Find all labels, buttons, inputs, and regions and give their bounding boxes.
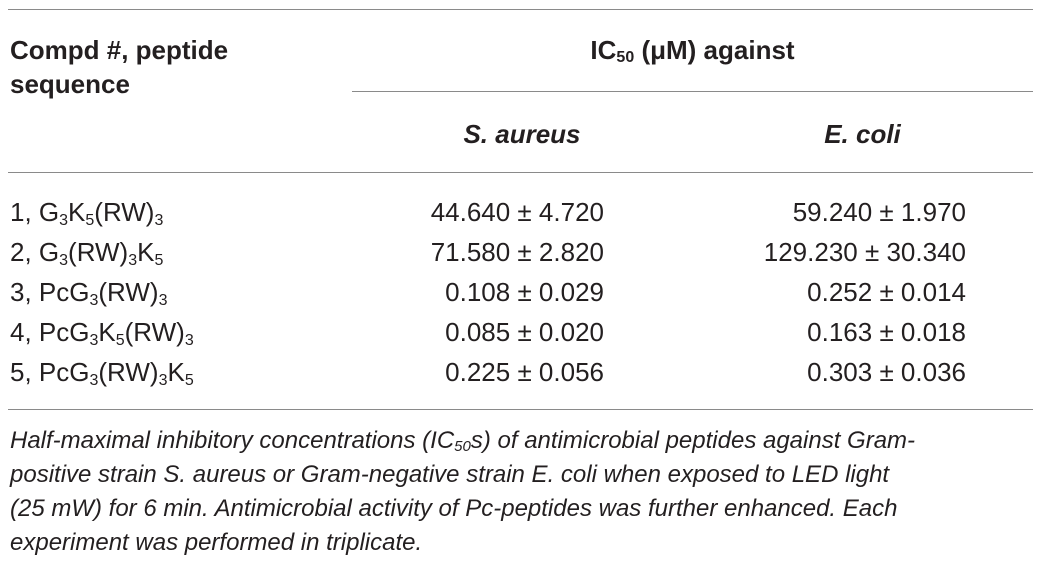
e-coli-value: 59.240 ± 1.970 [792,197,966,227]
caption-line4: experiment was performed in triplicate. [10,529,423,556]
s-aureus-value: 0.108 ± 0.029 [445,277,604,307]
compound-name [10,312,194,352]
column-group-header-ic50 [352,33,1033,67]
compound-name-subscript: 3 [128,252,138,269]
column-header-e-coli: E. coli [824,119,901,149]
compound-name-subscript: 3 [154,212,164,229]
compound-name-subscript: 3 [89,372,99,389]
table-row [0,312,1041,352]
column-group-rule [352,91,1033,92]
compound-name [10,192,163,232]
compound-name-text: 1, G [10,197,60,227]
column-header-compound [10,33,340,101]
compound-name-text: (RW) [124,317,185,347]
compound-name-subscript: 5 [115,332,125,349]
table-row [0,272,1041,312]
ic50-prefix: IC [590,35,617,65]
compound-name [10,352,194,392]
compound-name-text: 4, PcG [10,317,90,347]
compound-name-text: 2, G [10,237,60,267]
compound-name-text: (RW) [98,357,159,387]
caption-line1-post: s) of antimicrobial peptides against Gram- [470,427,916,454]
s-aureus-value: 71.580 ± 2.820 [430,237,604,267]
compound-name-text: (RW) [98,277,159,307]
caption-line2: positive strain S. aureus or Gram-negative strain E. coli when exposed to LED light [10,461,890,488]
table-row [0,232,1041,272]
compound-name-subscript: 3 [89,292,99,309]
compound-name [10,232,163,272]
e-coli-value: 0.303 ± 0.036 [807,357,966,387]
table-bottom-rule [8,409,1033,410]
compound-name [10,272,167,312]
compound-name-text: 3, PcG [10,277,90,307]
compound-name-subscript: 3 [59,212,69,229]
table-row [0,192,1041,232]
s-aureus-value: 44.640 ± 4.720 [430,197,604,227]
compound-name-text: K [98,317,116,347]
compound-name-subscript: 3 [89,332,99,349]
s-aureus-value: 0.225 ± 0.056 [445,357,604,387]
ic50-subscript: 50 [616,49,635,66]
compound-name-subscript: 3 [184,332,194,349]
e-coli-value: 0.163 ± 0.018 [807,317,966,347]
compound-name-text: K [68,197,86,227]
compound-name-subscript: 3 [158,372,168,389]
column-header-s-aureus: S. aureus [463,119,581,149]
caption-line3: (25 mW) for 6 min. Antimicrobial activity of Pc-peptides was further enhanced. Each [10,495,898,522]
compound-name-text: K [167,357,185,387]
column-header-compound-line1: Compd #, peptide [10,35,229,65]
caption-subscript: 50 [454,438,471,455]
e-coli-value: 129.230 ± 30.340 [763,237,966,267]
table-row [0,352,1041,392]
e-coli-value: 0.252 ± 0.014 [807,277,966,307]
s-aureus-value: 0.085 ± 0.020 [445,317,604,347]
compound-name-text: K [137,237,155,267]
caption-line1-pre: Half-maximal inhibitory concentrations (IC [10,427,455,454]
compound-name-subscript: 3 [59,252,69,269]
compound-name-subscript: 5 [184,372,194,389]
table-top-rule [8,9,1033,10]
compound-name-text: (RW) [94,197,155,227]
compound-name-subscript: 3 [158,292,168,309]
table-caption [10,424,1030,560]
ic50-suffix: (μM) against [634,35,795,65]
table-header-rule [8,172,1033,173]
compound-name-subscript: 5 [154,252,164,269]
compound-name-text: (RW) [68,237,129,267]
compound-name-subscript: 5 [85,212,95,229]
compound-name-text: 5, PcG [10,357,90,387]
column-header-compound-line2: sequence [10,69,130,99]
